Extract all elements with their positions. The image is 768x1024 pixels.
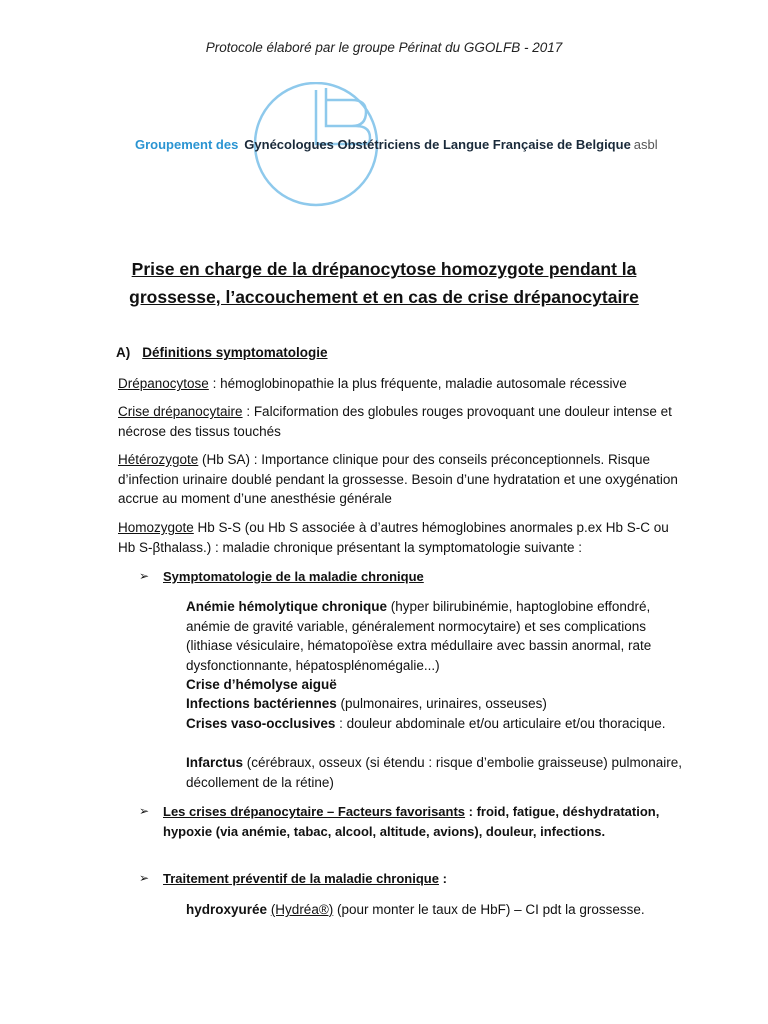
arrow-bullet-icon: ➢ (139, 871, 150, 885)
definition-text: Hb S-S (ou Hb S associée à d’autres hémoglobines anormales p.ex Hb S-C ou Hb S-βthalass.) : maladie chronique présentant la symptomatologie suivante : (118, 520, 669, 555)
symptom-label: Infarctus (186, 755, 244, 770)
section-letter: A) (116, 345, 131, 360)
symptom-text: (hyper bilirubinémie, haptoglobine effondré, anémie de gravité variable, généralement normocytaire) et ses complications (lithiase vésiculaire, hématopoïèse extra médullaire avec bassin anormal, rate dysfonctionnante, hépatosplénomégalie...) (186, 599, 652, 673)
bullet-symptomatologie (139, 567, 679, 587)
arrow-bullet-icon: ➢ (139, 569, 150, 583)
logo-text-gynecologues: Gynécologues Obstétriciens de Langue Française de Belgique (244, 137, 631, 152)
symptom-label: Crises vaso-occlusives (186, 716, 336, 731)
definition-text: : Falciformation des globules rouges provoquant une douleur intense et nécrose des tissus touchés (118, 404, 672, 439)
bullet-traitement (139, 869, 679, 889)
definition-text: : hémoglobinopathie la plus fréquente, maladie autosomale récessive (208, 376, 627, 391)
symptom-infections (186, 694, 686, 714)
document-title (60, 255, 708, 311)
treatment-hydroxyuree (186, 900, 686, 920)
definition-term: Crise drépanocytaire (118, 404, 243, 419)
logo-text-asbl: asbl (633, 137, 658, 152)
treatment-text: (pour monter le taux de HbF) – CI pdt la grossesse. (333, 902, 645, 917)
definition-homozygote (118, 518, 678, 557)
symptom-label: Infections bactériennes (186, 696, 337, 711)
definition-term: Homozygote (118, 520, 194, 535)
symptom-label: Crise d’hémolyse aiguë (186, 677, 337, 692)
bullet-title: Symptomatologie de la maladie chronique (163, 569, 424, 584)
definition-text: (Hb SA) : Importance clinique pour des conseils préconceptionnels. Risque d’infection urinaire doublé pendant la grossesse. Besoin d’une hydratation et une oxygénation accrue au moment d’une anesthésie générale (118, 452, 678, 506)
bullet-title: Traitement préventif de la maladie chronique (163, 871, 439, 886)
section-title: Définitions symptomatologie (142, 345, 328, 360)
definition-crise (118, 402, 678, 441)
treatment-brand: (Hydréa®) (270, 902, 334, 917)
title-line-1: Prise en charge de la drépanocytose homozygote pendant la (131, 259, 637, 279)
definition-term: Hétérozygote (118, 452, 199, 467)
symptom-hemolyse (186, 675, 686, 695)
symptom-crises (186, 714, 686, 734)
symptom-text: (pulmonaires, urinaires, osseuses) (336, 696, 547, 711)
logo-text-groupement: Groupement des (135, 137, 239, 152)
symptom-label: Anémie hémolytique chronique (186, 599, 388, 614)
bullet-suffix: : (438, 871, 447, 886)
treatment-label: hydroxyurée (186, 902, 268, 917)
arrow-bullet-icon: ➢ (139, 804, 150, 818)
bullet-crises-facteurs (139, 802, 679, 841)
section-a-heading (116, 345, 328, 360)
header-note: Protocole élaboré par le groupe Périnat du GGOLFB - 2017 (205, 40, 563, 55)
ggolfb-logo (130, 82, 658, 212)
title-line-2: grossesse, l’accouchement et en cas de crise drépanocytaire (129, 287, 639, 307)
logo-wordmark (135, 137, 658, 152)
definition-heterozygote (118, 450, 678, 509)
symptom-text: (cérébraux, osseux (si étendu : risque d’embolie graisseuse) pulmonaire, décollement de la rétine) (186, 755, 682, 790)
bullet-text: : froid, fatigue, déshydratation, hypoxie (via anémie, tabac, alcool, altitude, avions), douleur, infections. (163, 804, 660, 839)
bullet-title: Les crises drépanocytaire – Facteurs favorisants (163, 804, 466, 819)
symptom-text: : douleur abdominale et/ou articulaire et/ou thoracique. (335, 716, 666, 731)
definition-term: Drépanocytose (118, 376, 209, 391)
symptom-anemie (186, 597, 686, 675)
definition-drepanocytose (118, 374, 678, 394)
symptom-infarctus (186, 753, 686, 792)
